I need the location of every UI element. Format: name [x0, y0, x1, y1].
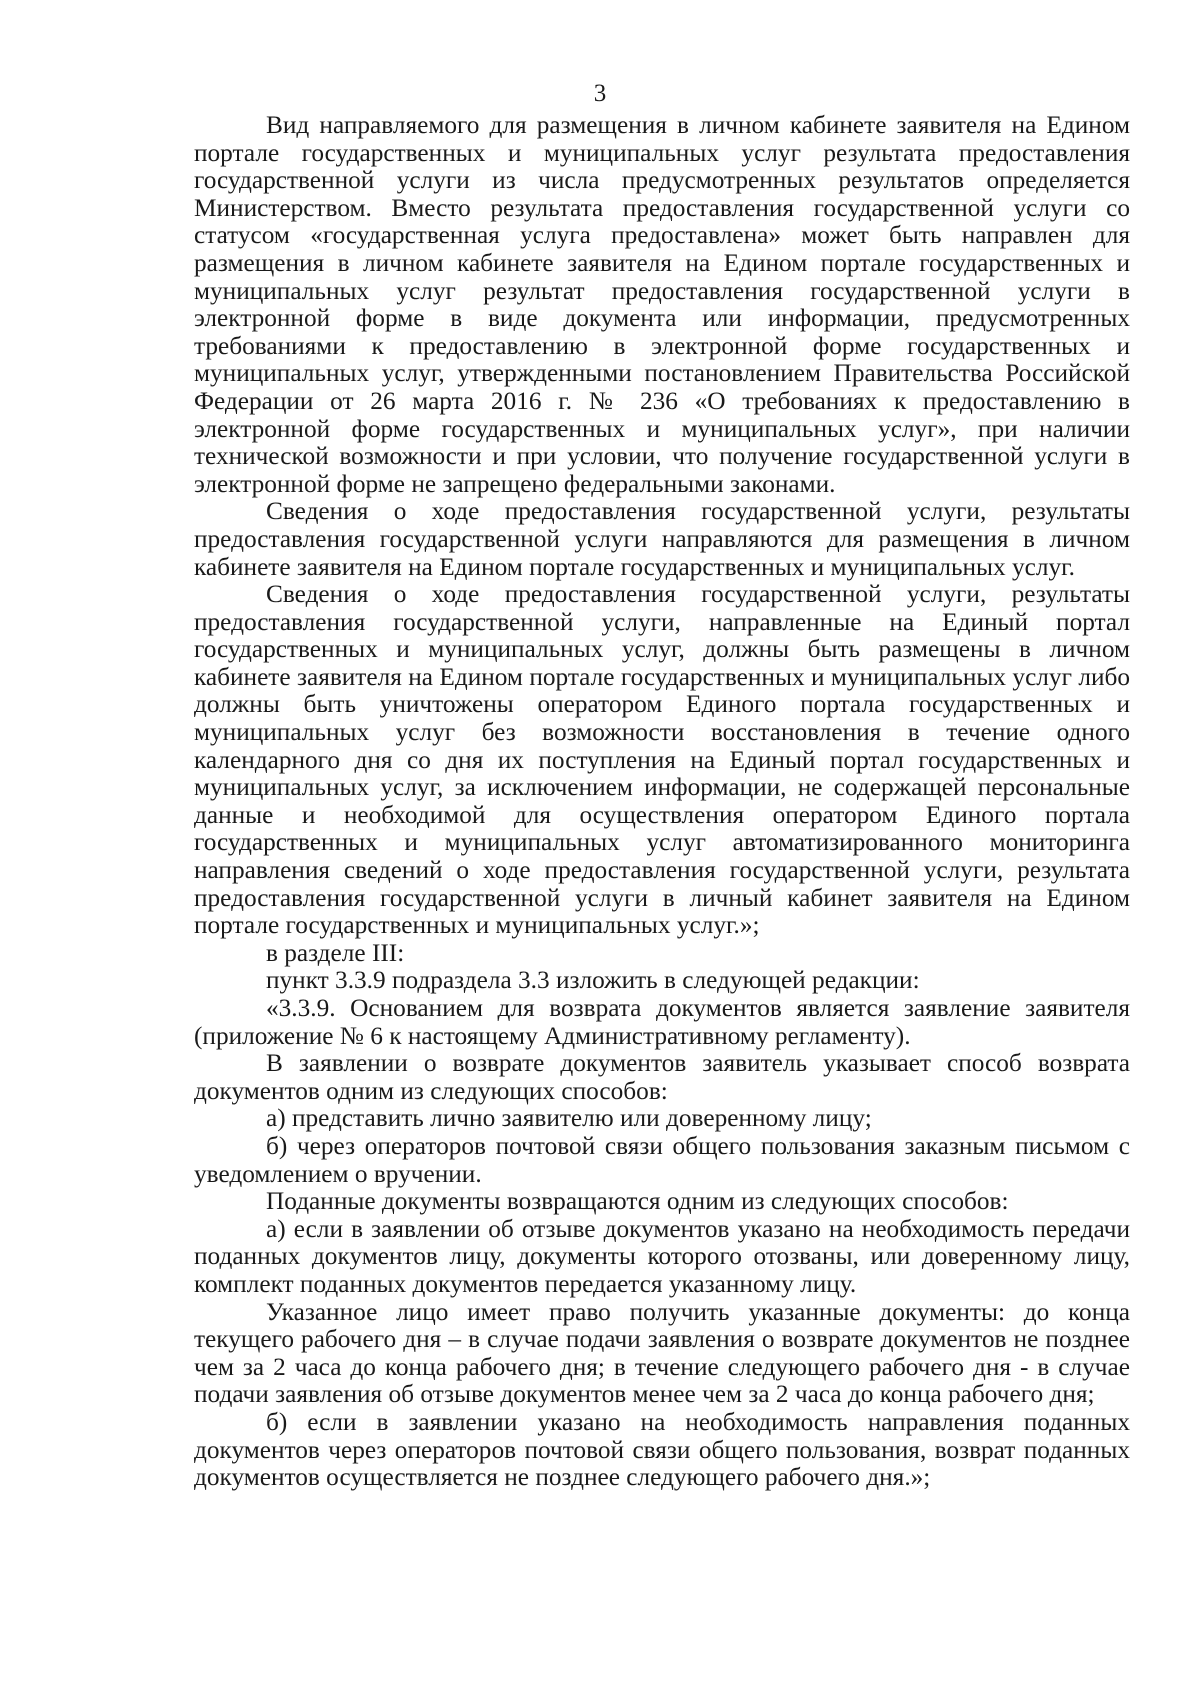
page-number: 3 [593, 80, 607, 107]
paragraph: Сведения о ходе предоставления государственной услуги, результаты предоставления государственной услуги направляются для размещения в личном кабинете заявителя на Едином портале государственных и муниципальных услуг. [194, 497, 1130, 581]
paragraph: а) если в заявлении об отзыве документов указано на необходимость передачи поданных документов лицу, документы которого отозваны, или доверенному лицу, комплект поданных документов передается указанному лицу. [194, 1214, 1130, 1298]
paragraph: б) через операторов почтовой связи общего пользования заказным письмом с уведомлением о вручении. [194, 1131, 1130, 1188]
paragraph: Указанное лицо имеет право получить указанные документы: до конца текущего рабочего дня – в случае подачи заявления о возврате документов не позднее чем за 2 часа до конца рабочего дня; в течение следующего рабочего дня - в случае подачи заявления об отзыве документов менее чем за 2 часа до конца рабочего дня; [194, 1297, 1130, 1409]
paragraph: пункт 3.3.9 подраздела 3.3 изложить в следующей редакции: [266, 966, 920, 995]
paragraph: а) представить лично заявителю или доверенному лицу; [266, 1104, 872, 1133]
document-body [194, 112, 1130, 1492]
paragraph: в разделе III: [266, 938, 405, 967]
paragraph: В заявлении о возврате документов заявитель указывает способ возврата документов одним из следующих способов: [194, 1049, 1130, 1105]
paragraph: б) если в заявлении указано на необходимость направления поданных документов через операторов почтовой связи общего пользования, возврат поданных документов осуществляется не позднее следующего рабочего дня.»; [194, 1407, 1130, 1492]
paragraph: Сведения о ходе предоставления государственной услуги, результаты предоставления государственной услуги, направленные на Единый портал государственных и муниципальных услуг, должны быть размещены в личном кабинете заявителя на Едином портале государственных и муниципальных услуг либо должны быть уничтожены оператором Единого портала государственных и муниципальных услуг без возможности восстановления в течение одного календарного дня со дня их поступления на Единый портал государственных и муниципальных услуг, за исключением информации, не содержащей персональные данные и необходимой для осуществления оператором Единого портала государственных и муниципальных услуг автоматизированного мониторинга направления сведений о ходе предоставления государственной услуги, результата предоставления государственной услуги в личный кабинет заявителя на Едином портале государственных и муниципальных услуг.»; [194, 580, 1130, 940]
paragraph: «3.3.9. Основанием для возврата документов является заявление заявителя (приложение № 6 к настоящему Административному регламенту). [194, 994, 1130, 1050]
paragraph: Поданные документы возвращаются одним из следующих способов: [266, 1187, 1009, 1216]
paragraph: Вид направляемого для размещения в личном кабинете заявителя на Едином портале государственных и муниципальных услуг результата предоставления государственной услуги из числа предусмотренных результатов определяется Министерством. Вместо результата предоставления государственной услуги со статусом «государственная услуга предоставлена» может быть направлен для размещения в личном кабинете заявителя на Едином портале государственных и муниципальных услуг результат предоставления государственной услуги в электронной форме в виде документа или информации, предусмотренных требованиями к предоставлению в электронной форме государственных и муниципальных услуг, утвержденными постановлением Правительства Российской Федерации от 26 марта 2016 г. № 236 «О требованиях к предоставлению в электронной форме государственных и муниципальных услуг», при наличии технической возможности и при условии, что получение государственной услуги в электронной форме не запрещено федеральными законами. [194, 111, 1130, 498]
